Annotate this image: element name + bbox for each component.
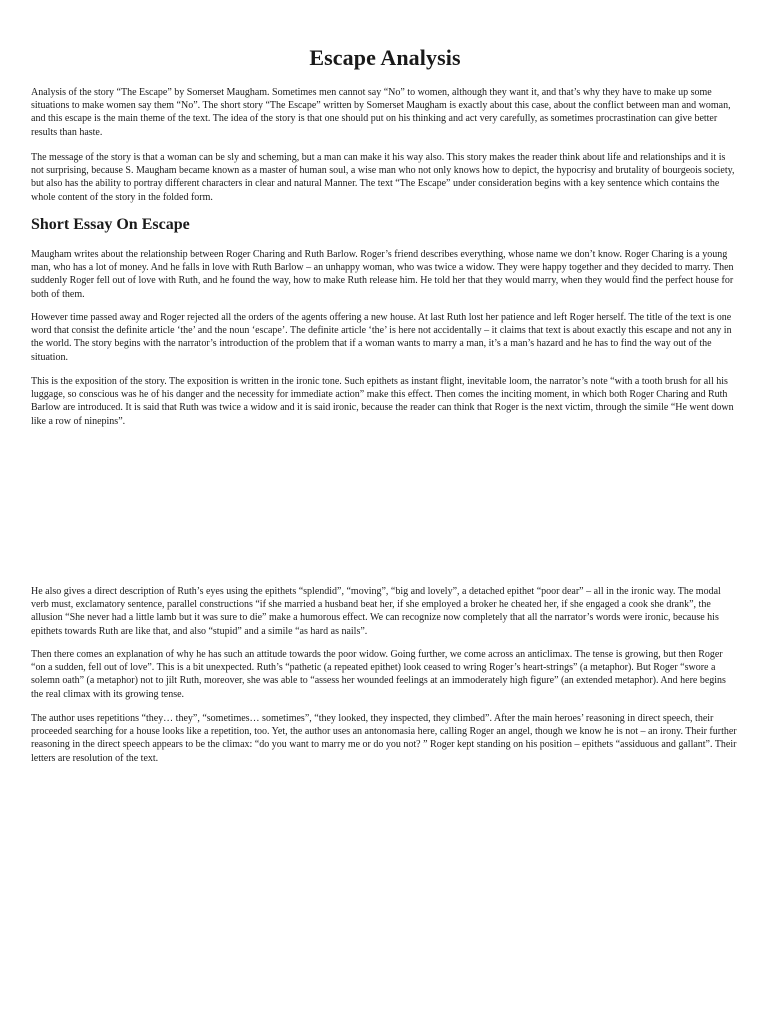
section-heading: Short Essay On Escape [31,216,190,233]
section-paragraph-3: This is the exposition of the story. The exposition is written in the ironic tone. Such epithets as instant flight, inevitable loom, the narrator’s note “with a tooth brush for all his luggage, so conscious was he of his danger and the necessity for immediate action” make this effect. Then comes the inciting moment, in which both Roger Charing and Ruth Barlow are introduced. It is said that Ruth was twice a widow and it is said ironic, because the reader can think that Roger is the next victim, through the simile “He went down like a row of ninepins”. [31,376,734,427]
continued-paragraph-2: Then there comes an explanation of why he has such an attitude towards the poor widow. Going further, we come across an anticlimax. The tense is growing, but then Roger “on a sudden, fell out of love”. This is a bit unexpected. Ruth’s “pathetic (a repeated epithet) look ceased to wring Roger’s heart-strings” (a metaphor). But Roger “swore a solemn oath” (a metaphor) not to jilt Ruth, moreover, she was able to “assess her wounded feelings at an immoderately high figure” (an extended metaphor). And here begins the real climax with its growing tense. [31,649,726,700]
intro-paragraph-1: Analysis of the story “The Escape” by Somerset Maugham. Sometimes men cannot say “No” to women, although they want it, and that’s why they have to make up some situations to make women say them “No”. The short story “The Escape” written by Somerset Maugham is exactly about this case, about the conflict between man and woman, and this escape is the main theme of the text. The idea of the story is that one should put on his thinking and act very carefully, as sometimes procrastination can give better results than haste. [31,87,731,138]
continued-paragraph-1: He also gives a direct description of Ruth’s eyes using the epithets “splendid”, “moving”, “big and lovely”, a detached epithet “poor dear” – all in the ironic way. The modal verb must, exclamatory sentence, parallel constructions “if she married a husband beat her, if she employed a broker he cheated her, if she engaged a cook she drank”, the allusion “She never had a little lamb but it was sure to die” make a humorous effect. We can recognize now completely that all the narrator’s words were ironic, because his epithets towards Ruth are like that, and also “stupid” and a simile “as hard as nails”. [31,586,721,637]
section-paragraph-1: Maugham writes about the relationship between Roger Charing and Ruth Barlow. Roger’s friend describes everything, whose name we don’t know. Roger Charing is a young man, who has a lot of money. And he falls in love with Ruth Barlow – an unhappy woman, who was twice a widow. They were happy together and they decided to marry. Then suddenly Roger fell out of love with Ruth, and he found the way, how to make Ruth release him. He told her that they would marry, when they would find the perfect house for both of them. [31,249,734,300]
section-paragraph-2: However time passed away and Roger rejected all the orders of the agents offering a new house. At last Ruth lost her patience and left Roger herself. The title of the text is one word that consist the definite article ‘the’ and the noun ‘escape’. The definite article ‘the’ is here not accidentally – it claims that text is about exactly this escape and not any in the world. The story begins with the narrator’s introduction of the problem that if a woman wants to marry a man, it’s a man’s hazard and he has to find the way out of the situation. [31,312,732,363]
intro-paragraph-2: The message of the story is that a woman can be sly and scheming, but a man can make it his way also. This story makes the reader think about life and relationships and it is not surprising, because S. Maugham became known as a master of human soul, a wise man who not only knows how to depict, the hypocrisy and brutality of bourgeois society, but also has the ability to portray different characters in clear and natural Manner. The text “The Escape” under consideration begins with a key sentence which contains the whole content of the story in the folded form. [31,152,735,203]
continued-paragraph-3: The author uses repetitions “they… they”, “sometimes… sometimes”, “they looked, they inspected, they climbed”. After the main heroes’ reasoning in direct speech, their proceeded searching for a house looks like a repetition, too. Yet, the author uses an antonomasia here, calling Roger an angel, though we know he is not – an irony. Their further reasoning in the direct speech appears to be the climax: “do you want to marry me or do you not? ” Roger kept standing on his position – epithets “assiduous and gallant”. Their letters are resolution of the text. [31,713,737,764]
page-title: Escape Analysis [309,45,461,70]
